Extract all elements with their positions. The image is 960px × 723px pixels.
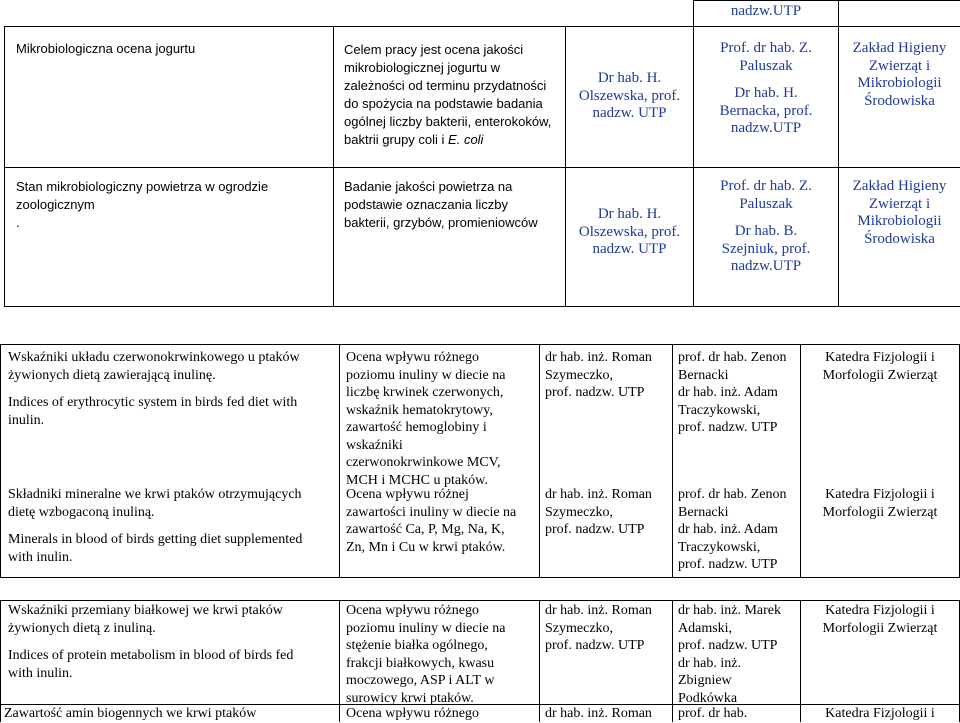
supervisor: dr hab. inż. Roman [545,706,652,721]
research-goal: Badanie jakości powietrza na podstawie oznaczania liczby bakterii, grzybów, promieniowców [344,179,538,230]
reviewer: prof. dr hab. Zenon Bernacki dr hab. inż. Adam Traczykowski, prof. nadzw. UTP [678,487,787,572]
supervisor: dr hab. inż. Roman Szymeczko, prof. nadzw. UTP [545,487,652,537]
research-goal: Ocena wpływu różnego [346,706,479,721]
table-row: Składniki mineralne we krwi ptaków otrzymujących dietę wzbogaconą inuliną. Minerals in blood of birds getting diet supplemented with inulin. [8,487,303,565]
department: Katedra Fizjologii i Morfologii Zwierząt [822,603,938,636]
supervisor: Dr hab. H. Olszewska, prof. nadzw. UTP [578,206,681,258]
table-row: Zawartość amin biogennych we krwi ptaków [4,706,257,721]
reviewer: Prof. dr hab. Z. Paluszak Dr hab. B. Szejniuk, prof. nadzw.UTP [720,178,812,275]
research-goal: Ocena wpływu różnego poziomu inuliny w diecie na liczbę krwinek czerwonych, wskaźnik hematokrytowy, zawartość hemoglobiny i wskaźniki czerwonokrwinkowe MCV, MCH i MCHC u ptaków. [346,350,506,488]
supervisor: Dr hab. H. Olszewska, prof. nadzw. UTP [578,70,681,122]
top-fragment: nadzw.UTP [730,3,802,19]
reviewer: prof. dr hab. [678,706,748,721]
department: Katedra Fizjologii i Morfologii Zwierząt [822,487,938,520]
topic-title: Mikrobiologiczna ocena jogurtu [16,41,196,56]
reviewer: Prof. dr hab. Z. Paluszak Dr hab. H. Bernacka, prof. nadzw.UTP [719,40,813,137]
department: Katedra Fizjologii i Morfologii Zwierząt [822,350,938,383]
table-row: Wskaźniki układu czerwonokrwinkowego u ptaków żywionych dietą zawierającą inulinę. Indices of erythrocytic system in birds fed diet with inulin. [8,350,300,428]
supervisor: dr hab. inż. Roman Szymeczko, prof. nadzw. UTP [545,603,652,653]
research-goal: Ocena wpływu różnego poziomu inuliny w diecie na stężenie białka ogólnego, frakcji białkowych, kwasu moczowego, ASP i ALT w surowicy krwi ptaków. [346,603,506,706]
research-goal: Celem pracy jest ocena jakości mikrobiologicznej jogurtu w zależności od terminu przydatności do spożycia na podstawie badania ogólnej liczby bakterii, enterokoków, baktrii grupy coli i E. coli [344,42,552,147]
table-row: Stan mikrobiologiczny powietrza w ogrodzie zoologicznym . [16,179,269,230]
reviewer: dr hab. inż. Marek Adamski, prof. nadzw. UTP dr hab. inż. Zbigniew Podkówka [678,603,782,706]
table-row: Wskaźniki przemiany białkowej we krwi ptaków żywionych dietą z inuliną. Indices of protein metabolism in blood of birds fed with inulin. [8,603,294,681]
research-goal: Ocena wpływu różnej zawartości inuliny w diecie na zawartość Ca, P, Mg, Na, K, Zn, Mn i Cu w krwi ptaków. [346,487,517,555]
supervisor: dr hab. inż. Roman Szymeczko, prof. nadzw. UTP [545,350,652,400]
reviewer: prof. dr hab. Zenon Bernacki dr hab. inż. Adam Traczykowski, prof. nadzw. UTP [678,350,787,435]
department: Zakład Higieny Zwierząt i Mikrobiologii Środowiska [852,40,947,109]
table-row [16,40,326,58]
department: Katedra Fizjologii i [825,706,935,721]
department: Zakład Higieny Zwierząt i Mikrobiologii Środowiska [852,178,947,247]
